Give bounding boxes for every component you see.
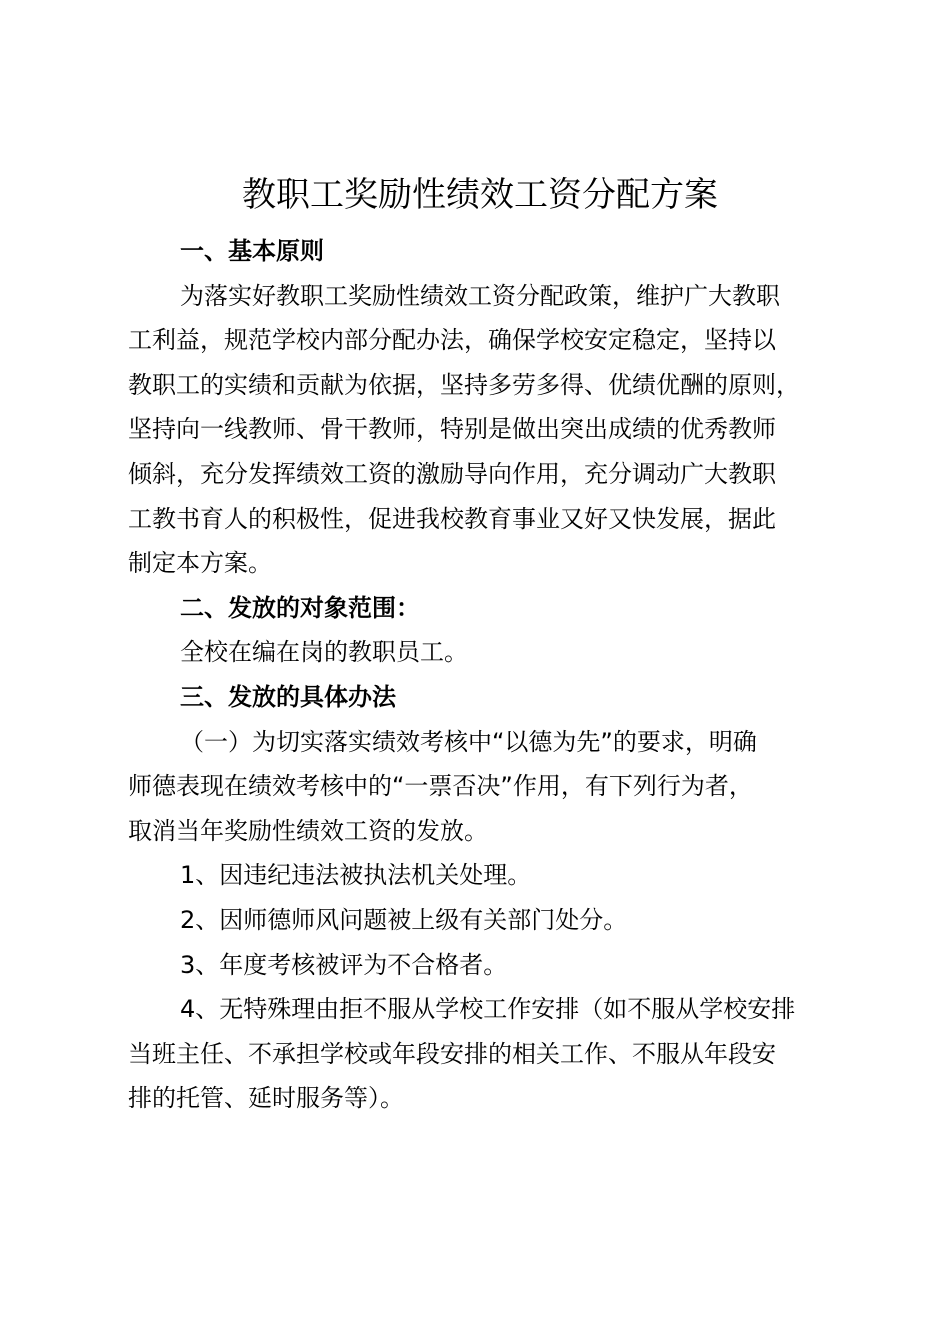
paragraph-line: 取消当年奖励性绩效工资的发放。: [128, 816, 488, 845]
list-item-line: 4、无特殊理由拒不服从学校工作安排（如不服从学校安排: [180, 995, 796, 1024]
paragraph-line: 制定本方案。: [128, 549, 272, 578]
section-heading-methods: 三、发放的具体办法: [180, 682, 396, 711]
list-item: [128, 898, 858, 943]
list-item: [128, 943, 858, 988]
list-item-line: 2、因师德师风问题被上级有关部门处分。: [180, 905, 628, 934]
paragraph-line: 教职工的实绩和贡献为依据，坚持多劳多得、优绩优酬的原则，: [128, 370, 800, 399]
document-title: 教职工奖励性绩效工资分配方案: [242, 175, 718, 215]
paragraph-line: 工利益，规范学校内部分配办法，确保学校安定稳定，坚持以: [128, 326, 776, 355]
section-paragraph-basic-principles: [128, 274, 858, 586]
section-heading-basic-principles: 一、基本原则: [180, 237, 324, 265]
section-paragraph-methods: [128, 720, 858, 854]
list-item-line: 1、因违纪违法被执法机关处理。: [180, 861, 532, 890]
paragraph-line: 师德表现在绩效考核中的“一票否决”作用，有下列行为者，: [128, 772, 753, 801]
list-item: [128, 987, 858, 1121]
paragraph-line: 坚持向一线教师、骨干教师，特别是做出突出成绩的优秀教师: [128, 415, 776, 444]
list-item-line: 当班主任、不承担学校或年段安排的相关工作、不服从年段安: [128, 1039, 776, 1068]
paragraph-line: 全校在编在岗的教职员工。: [180, 638, 468, 667]
list-item-line: 3、年度考核被评为不合格者。: [180, 950, 508, 979]
paragraph-line: 为落实好教职工奖励性绩效工资分配政策，维护广大教职: [180, 281, 780, 310]
paragraph-line: （一）为切实落实绩效考核中“以德为先”的要求，明确: [180, 727, 757, 756]
paragraph-line: 倾斜，充分发挥绩效工资的激励导向作用，充分调动广大教职: [128, 459, 776, 488]
list-item: [128, 853, 858, 898]
list-item-line: 排的托管、延时服务等）。: [128, 1084, 404, 1113]
section-heading-scope: 二、发放的对象范围：: [180, 593, 420, 622]
document-body: [128, 229, 858, 1121]
section-paragraph-scope: [128, 630, 858, 675]
paragraph-line: 工教书育人的积极性，促进我校教育事业又好又快发展，据此: [128, 504, 776, 533]
